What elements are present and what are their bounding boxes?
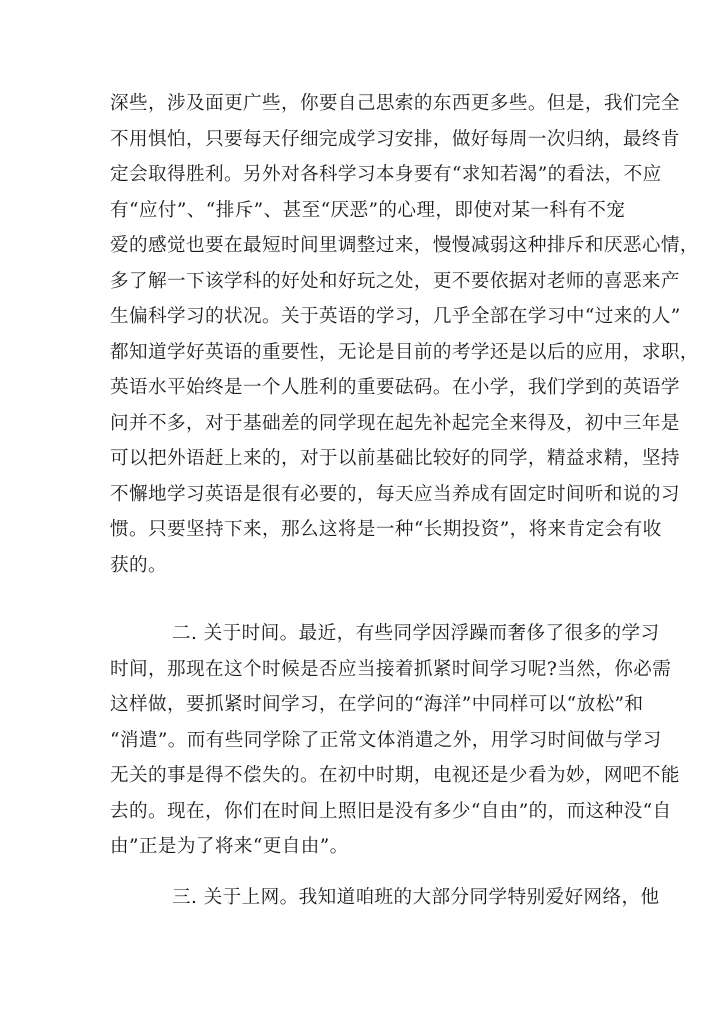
text-line: 时间，那现在这个时候是否应当接着抓紧时间学习呢?当然，你必需: [110, 658, 672, 680]
text-line: 不懈地学习英语是很有必要的，每天应当养成有固定时间听和说的习: [110, 483, 680, 505]
text-line: 有“应付”、“排斥”、甚至“厌恶”的心理，即使对某一科有不宠: [110, 199, 626, 221]
text-line: 英语水平始终是一个人胜利的重要砝码。在小学，我们学到的英语学: [110, 377, 680, 398]
text-line: 去的。现在，你们在时间上照旧是没有多少“自由”的，而这种没“自: [110, 800, 672, 822]
text-line: 惯。只要坚持下来，那么这将是一种“长期投资”，将来肯定会有收: [110, 519, 662, 540]
text-line: 获的。: [110, 554, 167, 576]
text-line: 生偏科学习的状况。关于英语的学习，几乎全部在学习中“过来的人”: [110, 306, 681, 327]
text-line: “消遣”。而有些同学除了正常文体消遣之外，用学习时间做与学习: [110, 729, 662, 751]
text-line: 问并不多，对于基础差的同学现在起先补起完全来得及，初中三年是: [110, 412, 680, 434]
text-line: 爱的感觉也要在最短时间里调整过来，慢慢减弱这种排斥和厌恶心情，: [110, 235, 699, 256]
text-line: 定会取得胜利。另外对各科学习本身要有“求知若渴”的看法，不应: [110, 164, 662, 185]
paragraph-continued: [110, 86, 699, 583]
text-line: 可以把外语赶上来的，对于以前基础比较好的同学，精益求精，坚持: [110, 448, 680, 469]
paragraph-section-2: [110, 616, 680, 865]
section-heading-line: 三. 关于上网。我知道咱班的大部分同学特别爱好网络，他: [172, 887, 660, 908]
paragraph-section-3: [110, 880, 660, 916]
text-line: 无关的事是得不偿失的。在初中时期，电视还是少看为妙，网吧不能: [110, 765, 680, 786]
section-heading-line: 二. 关于时间。最近，有些同学因浮躁而奢侈了很多的学习: [172, 623, 660, 644]
text-line: 由”正是为了将来“更自由”。: [110, 836, 349, 857]
text-line: 多了解一下该学科的好处和好玩之处，更不要依据对老师的喜恶来产: [110, 270, 680, 292]
text-line: 不用惧怕，只要每天仔细完成学习安排，做好每周一次归纳，最终肯: [110, 128, 680, 150]
text-line: 都知道学好英语的重要性，无论是目前的考学还是以后的应用，求职，: [110, 341, 699, 363]
text-line: 这样做，要抓紧时间学习，在学问的“海洋”中同样可以“放松”和: [110, 694, 644, 715]
text-line: 深些，涉及面更广些，你要自己思索的东西更多些。但是，我们完全: [110, 93, 680, 114]
